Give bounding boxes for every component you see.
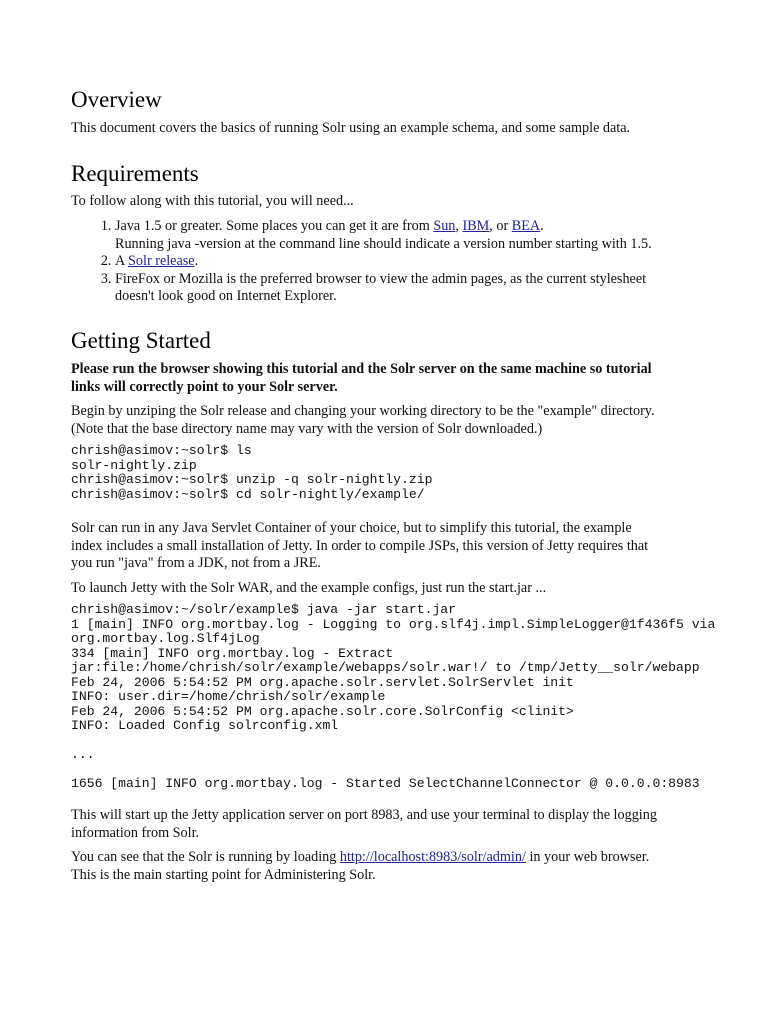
jetty-log-code-block: chrish@asimov:~/solr/example$ java -jar start.jar 1 [main] INFO org.mortbay.log - Logging to org.slf4j.impl.SimpleLogger@1f436f5 via org.mortbay.log.Slf4jLog 334 [main] INFO org.mortbay.log - Extract jar:file:/home/chrish/solr/example/webapps/solr.war!/ to /tmp/Jetty__solr/webapp Feb 24, 2006 5:54:52 PM org.apache.solr.servlet.SolrServlet init INFO: user.dir=/home/chrish/solr/example Feb 24, 2006 5:54:52 PM org.apache.solr.core.SolrConfig <clinit> INFO: Loaded Config solrconfig.xml ... 1656 [main] INFO org.mortbay.log - Started SelectChannelConnector @ 0.0.0.0:8983 [71, 602, 716, 791]
list-item: 3. FireFox or Mozilla is the preferred browser to view the admin pages, as the current stylesheet doesn't look good on Internet Explorer. [115, 271, 755, 306]
overview-heading: Overview [71, 87, 162, 112]
bea-link[interactable]: BEA [511, 218, 541, 234]
solr-admin-link[interactable]: http://localhost:8983/solr/admin/ [339, 849, 526, 865]
list-item: 2. A Solr release. [115, 253, 755, 271]
jetty-start-paragraph: This will start up the Jetty application server on port 8983, and use your terminal to display the logging information from Solr. [71, 807, 657, 841]
ibm-link[interactable]: IBM [462, 218, 490, 234]
admin-paragraph: You can see that the Solr is running by loading http://localhost:8983/solr/admin/ in your web browser. This is the main starting point for Administering Solr. [71, 849, 650, 883]
jetty-paragraph: Solr can run in any Java Servlet Container of your choice, but to simplify this tutorial, the example index includes a small installation of Jetty. In order to compile JSPs, this version of Jetty requires that you run "java" from a JDK, not from a JRE. [71, 520, 649, 571]
list-item: 1. Java 1.5 or greater. Some places you can get it are from Sun, IBM, or BEA. Running java -version at the command line should indicate a version number starting with 1.5. [115, 218, 755, 253]
unzip-code-block: chrish@asimov:~solr$ ls solr-nightly.zip chrish@asimov:~solr$ unzip -q solr-nightly.zip chrish@asimov:~solr$ cd solr-nightly/example/ [71, 443, 433, 502]
getting-started-heading: Getting Started [71, 328, 211, 353]
requirements-list [71, 218, 755, 306]
unzip-instructions: Begin by unziping the Solr release and changing your working directory to be the "example" directory. (Note that the base directory name may vary with the version of Solr downloaded.) [71, 403, 655, 437]
sun-link[interactable]: Sun [433, 218, 456, 234]
launch-text: To launch Jetty with the Solr WAR, and the example configs, just run the start.jar ... [71, 580, 547, 596]
requirements-heading: Requirements [71, 161, 199, 186]
java-version-note: Running java -version at the command line should indicate a version number starting with 1.5. [115, 235, 652, 252]
solr-release-link[interactable]: Solr release [128, 253, 195, 269]
requirements-intro: To follow along with this tutorial, you will need... [71, 193, 354, 209]
same-machine-notice: Please run the browser showing this tutorial and the Solr server on the same machine so tutorial links will correctly point to your Solr server. [71, 361, 652, 395]
overview-text: This document covers the basics of running Solr using an example schema, and some sample data. [71, 120, 631, 136]
